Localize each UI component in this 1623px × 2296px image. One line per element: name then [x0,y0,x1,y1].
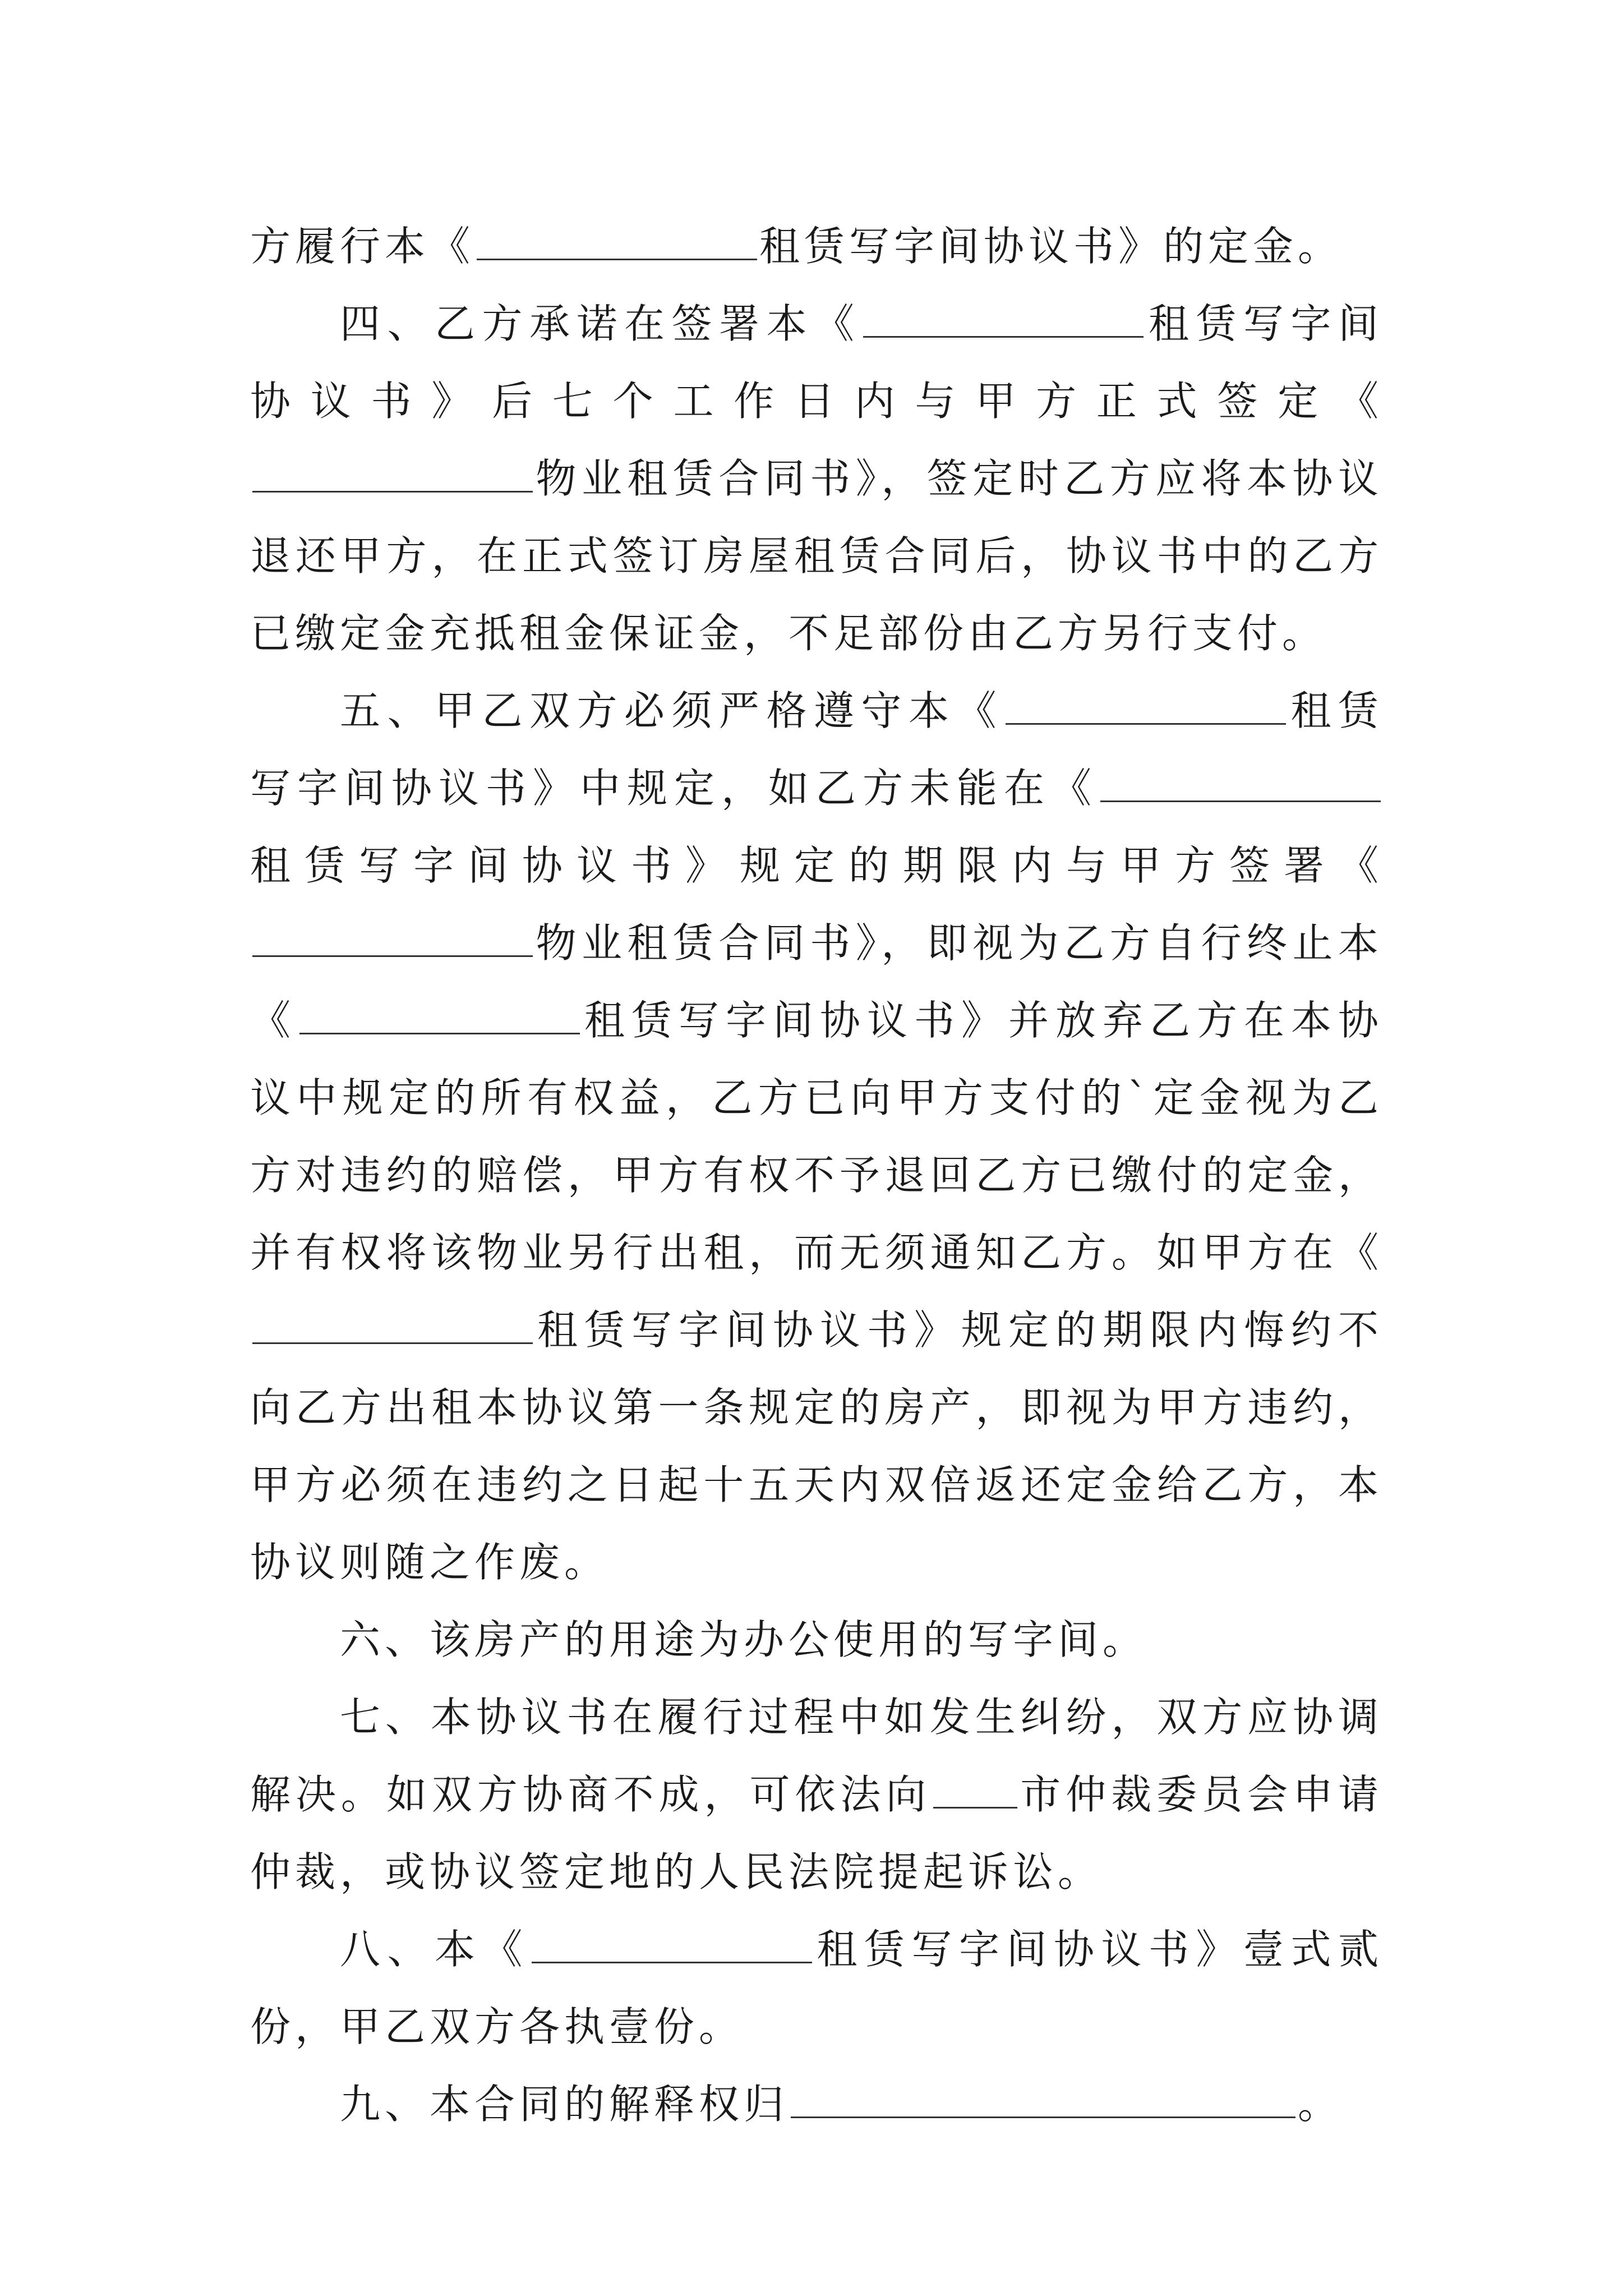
blank-field [477,225,757,260]
blank-field [791,2083,1295,2118]
clause-five [250,672,1383,1601]
clause-seven [250,1678,1383,1911]
text-run: 租赁写字间协议书》并放弃乙方在本协议中规定的所有权益，乙方已向甲方支付的`定金视为乙方对违约的赔偿，甲方有权不予退回乙方已缴付的定金，并有权将该物业另行出租，而无须通知乙方。如甲方在《 [250,997,1383,1276]
text-run: 八、本《 [340,1926,529,1973]
text-run: 。 [1298,2081,1343,2128]
text-run: 方履行本《 [250,223,475,270]
text-run: 租赁写字间协议书》规定的期限内与甲方签署《 [250,842,1383,889]
clause-nine [250,2065,1383,2143]
text-run: 七、本协议书在履行过程中如发生纠纷，双方应协调解决。如双方协商不成，可依法向 [250,1694,1383,1818]
blank-field [1006,689,1286,725]
blank-field [252,922,533,957]
text-run: 九、本合同的解释权归 [340,2081,789,2128]
paragraph-continuation [250,208,1383,285]
clause-six [250,1601,1383,1678]
clause-four [250,285,1383,672]
text-run: 物业租赁合同书》，签定时乙方应将本协议退还甲方，在正式签订房屋租赁合同后，协议书中的乙方已缴定金充抵租金保证金，不足部份由乙方另行支付。 [250,455,1383,657]
text-run: 五、甲乙双方必须严格遵守本《 [340,687,1003,734]
clause-eight [250,1911,1383,2065]
blank-field [863,302,1144,338]
blank-field [1100,767,1381,802]
text-run: 市仲裁委员会申请仲裁，或协议签定地的人民法院提起诉讼。 [250,1771,1383,1895]
text-run: 租赁写字间协议书》规定的期限内悔约不向乙方出租本协议第一条规定的房产，即视为甲方违约，甲方必须在违约之日起十五天内双倍返还定金给乙方，本协议则随之作废。 [250,1306,1383,1586]
text-run: 租赁写字间协议书》中规定，如乙方未能在《 [250,687,1383,812]
text-run: 四、乙方承诺在签署本《 [340,300,861,347]
text-run: 租赁写字间协议书》壹式贰份，甲乙双方各执壹份。 [250,1926,1383,2050]
blank-field [252,457,533,493]
text-run: 六、该房产的用途为办公使用的写字间。 [340,1616,1148,1663]
blank-field [252,1309,533,1344]
blank-field [299,999,580,1034]
text-run: 租赁写字间协议书》后七个工作日内与甲方正式签定《 [250,300,1383,425]
document-body [250,208,1383,2143]
text-run: 租赁写字间协议书》的定金。 [759,223,1343,270]
blank-field [532,1928,812,1963]
blank-field [933,1773,1017,1809]
text-run: 物业租赁合同书》，即视为乙方自行终止本《 [250,919,1383,1044]
